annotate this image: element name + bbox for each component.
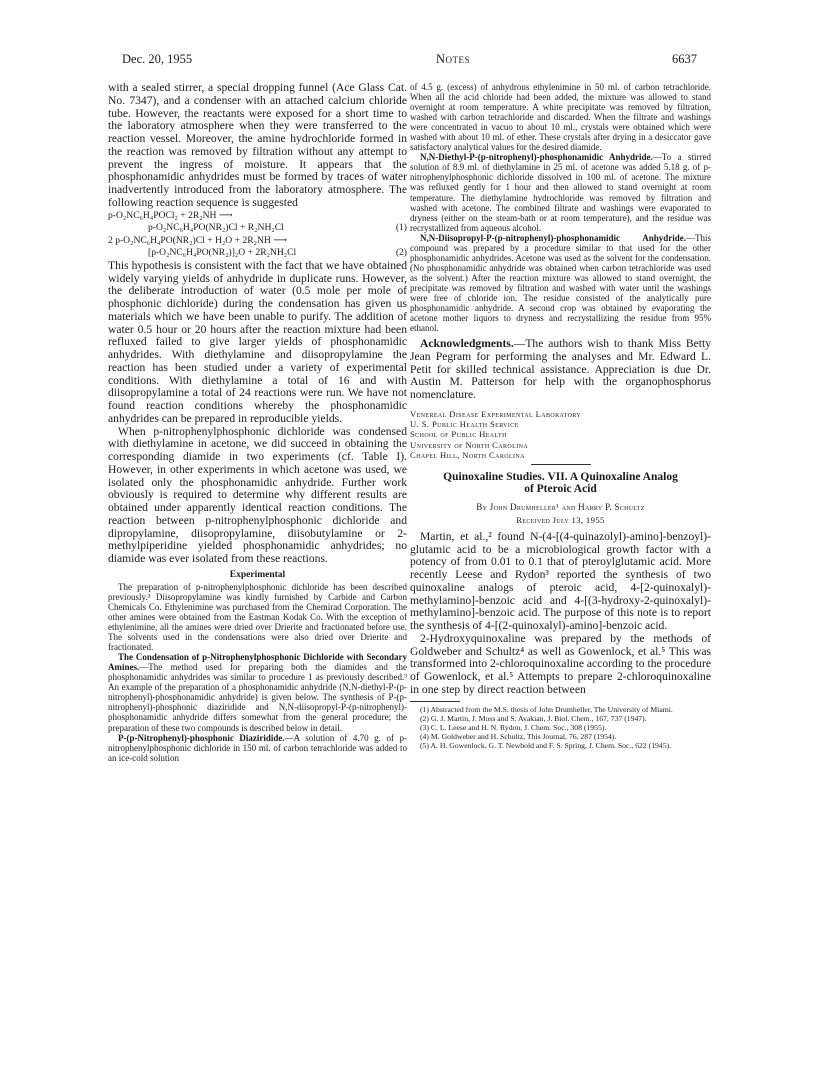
equation-line: [p-O₂NC₆H₄PO(NR₂)]₂O + 2R₂NH₂Cl — [148, 247, 297, 259]
body-paragraph: This hypothesis is consistent with the fact that we have obtained widely varying yields of anhydride in duplicate runs. However, the deliberate introduction of water (0.5 mole per mole of phosphonic dichloride) during the condensation has given us materials which we have been unable to purify. The addition of water 0.5 hour or 20 hours after the reaction mixture had been refluxed failed to give larger yields of phosphonamidic anhydrides. With diethylamine and diisopropylamine the reaction has been studied under a variety of experimental conditions. With diethylamine a total of 16 and with diisopropylamine a total of 24 reactions were run. We have not found reaction conditions whereby the phosphonamidic anhydrides can be prepared in reproducible yields. — [108, 258, 407, 425]
affiliation-line: Chapel Hill, North Carolina — [410, 449, 525, 460]
footnote: (5) A. H. Gowenlock, G. T. Newbold and F. S. Spring, J. Chem. Soc., 622 (1945). — [420, 741, 672, 751]
reaction-equation-2 — [108, 235, 407, 260]
acknowledgments-paragraph: Acknowledgments.—The authors wish to thank Miss Betty Jean Pegram for performing the analyses and Mr. Edward L. Petit for skilled technical assistance. Appreciation is due Dr. Austin M. Patterson for help with the organophosphorus nomenclature. — [410, 337, 711, 402]
run-in-heading: P-(p-Nitrophenyl)-phosphonic Diaziridide. — [118, 732, 285, 743]
section-divider — [531, 464, 591, 465]
experimental-paragraph: of 4.5 g. (excess) of anhydrous ethylenimine in 50 ml. of carbon tetrachloride. When all the acid chloride had been added, the mixture was allowed to stand overnight at room temperature. A white precipitate was removed by filtration, washed with carbon tetrachloride and discarded. When the filtrate and washings were concentrated in vacuo to about 10 ml., crystals were obtained which were washed with about 10 ml. of ether. These crystals after drying in a desiccator gave satisfactory analytical values for the desired diamide. — [410, 82, 711, 153]
affiliation-line: U. S. Public Health Service — [410, 419, 519, 430]
equation-number: (2) — [395, 247, 407, 259]
header-date: Dec. 20, 1955 — [122, 52, 193, 66]
reaction-equation-1 — [108, 210, 407, 235]
footnote-divider — [410, 701, 460, 702]
footnote: (1) Abstracted from the M.S. thesis of John Drumheller, The University of Miami. — [420, 704, 673, 714]
received-date: Received July 13, 1955 — [516, 514, 605, 525]
article-authors: By John Drumheller¹ and Harry P. Schultz — [476, 501, 645, 512]
affiliation-line: University of North Carolina — [410, 439, 529, 450]
footnote: (4) M. Goldweber and H. Schultz, This Journal, 76, 287 (1954). — [420, 731, 617, 741]
article-title: Quinoxaline Studies. VII. A Quinoxaline Analog of Pteroic Acid — [443, 470, 678, 496]
equation-line: p-O₂NC₆H₄PO(NR₂)Cl + R₂NH₂Cl — [148, 222, 284, 234]
experimental-paragraph: The Condensation of p-Nitrophenylphosphonic Dichloride with Secondary Amines.—The method used for preparing both the diamides and the phosphonamidic anhydrides was similar to procedure 1 as previously described.³ An example of the preparation of a phosphonamidic anhydride (N,N-diethyl-P-(p-nitrophenyl)-phosphonamidic anhydride) is given below. The synthesis of P-(p-nitrophenyl)-phosphonic diaziridide and N,N-diisopropyl-P-(p-nitrophenyl)-phosphonamidic anhydride differs somewhat from the general procedure; the preparation of these two compounds is described below in detail. — [108, 652, 407, 733]
left-column — [108, 82, 407, 763]
footnote: (3) C. L. Leese and H. N. Rydon, J. Chem. Soc., 308 (1955). — [420, 722, 607, 732]
experimental-paragraph: N,N-Diisopropyl-P-(p-nitrophenyl)-phosphonamidic Anhydride.—This compound was prepared by a procedure similar to that used for the other phosphonamidic anhydrides. Acetone was used as the solvent for the condensation. (No phosphonamidic anhydride was obtained when carbon tetrachloride was used as the solvent.) After the reaction mixture was allowed to stand overnight, the precipitate was removed by filtration and washed with water until the washings were free of chloride ion. The residue consisted of the analytically pure phosphonamidic anhydride. A second crop was obtained by evaporating the acetone mother liquors to dryness and recrystallizing the residue from 95% ethanol. — [410, 232, 711, 334]
experimental-paragraph: P-(p-Nitrophenyl)-phosphonic Diaziridide.—A solution of 4.70 g. of p-nitrophenylphosphonic dichloride in 150 ml. of carbon tetrachloride was added to an ice-cold solution — [108, 732, 407, 763]
body-paragraph: When p-nitrophenylphosphonic dichloride was condensed with diethylamine in acetone, we did succeed in obtaining the corresponding diamide in two experiments (cf. Table I). However, in other experiments in which acetone was used, we isolated only the phosphonamidic anhydride. Further work obviously is required to determine why different results are obtained under apparently identical reaction conditions. The reaction between p-nitrophenylphosphonic dichloride and dipropylamine, diisopropylamine, diisobutylamine or 2-methylpiperidine yielded phosphonamidic anhydrides; no diamide was ever isolated from these reactions. — [108, 424, 407, 566]
experimental-paragraph: The preparation of p-nitrophenylphosphonic dichloride has been described previously.³ Diisopropylamine was kindly furnished by Carbide and Carbon Chemicals Co. Ethylenimine was purchased from the Chemirad Corporation. The other amines were obtained from the Eastman Kodak Co. With the exception of ethylenimine, all the amines were dried over Drierite and fractionated before use. The solvents used in the condensations were also dried over Drierite and fractionated. — [108, 581, 407, 653]
footnote: (2) G. J. Martin, J. Moss and S. Avakian, J. Biol. Chem., 167, 737 (1947). — [420, 713, 647, 723]
equation-line: p-O₂NC₆H₄POCl₂ + 2R₂NH ⟶ — [108, 209, 233, 221]
run-in-heading: The Condensation of p-Nitrophenylphosphonic Dichloride with Secondary Amines. — [108, 652, 407, 673]
run-in-heading: N,N-Diethyl-P-(p-nitrophenyl)-phosphonamidic Anhydride. — [420, 152, 653, 163]
body-paragraph: with a sealed stirrer, a special dropping funnel (Ace Glass Cat. No. 7347), and a condenser with an attached calcium chloride tube. However, the reactants were exposed for a short time to the laboratory atmosphere when they were transferred to the reaction vessel. Moreover, the amine hydrochloride formed in the reaction was removed by filtration without any attempt to prevent the ingress of moisture. It appears that the phosphonamidic anhydrides must be formed by traces of water inadvertently introduced from the laboratory atmosphere. The following reaction sequence is suggested — [108, 81, 407, 209]
run-in-heading: N,N-Diisopropyl-P-(p-nitrophenyl)-phosphonamidic Anhydride. — [420, 232, 686, 243]
affiliation-block — [410, 409, 711, 460]
body-paragraph: 2-Hydroxyquinoxaline was prepared by the methods of Goldweber and Schultz⁴ as well as Gowenlock, et al.⁵ This was transformed into 2-chloroquinoxaline according to the procedure of Gowenlock, et al.⁵ Attempts to prepare 2-chloroquinoxaline in one step by direct reaction between — [410, 631, 711, 696]
acknowledgments-heading: Acknowledgments. — [420, 337, 514, 351]
experimental-heading: Experimental — [229, 569, 286, 580]
affiliation-line: Venereal Disease Experimental Laboratory — [410, 408, 582, 419]
right-column — [410, 82, 711, 750]
header-section: Notes — [436, 52, 471, 66]
affiliation-line: School of Public Health — [410, 429, 507, 440]
equation-number: (1) — [395, 222, 407, 234]
body-paragraph: Martin, et al.,² found N-(4-[(4-quinazolyl)-amino]-benzoyl)-glutamic acid to be a microbiological growth factor with a potency of from 0.01 to 0.1 that of pteroylglutamic acid. More recently Leese and Rydon³ reported the synthesis of two quinoxaline analogs of pteroic acid, 4-[2-quinoxalyl)-methylamino]-benzoic acid and 4-[(3-hydroxy-2-quinoxalyl)-methylamino]-benzoic acid. The purpose of this note is to report the synthesis of 4-[(2-quinoxalyl)-amino]-benzoic acid. — [410, 529, 711, 633]
experimental-paragraph: N,N-Diethyl-P-(p-nitrophenyl)-phosphonamidic Anhydride.—To a stirred solution of 8.9 ml. of diethylamine in 25 ml. of acetone was added 5.18 g. of p-nitrophenylphosphonic dichloride dissolved in 100 ml. of acetone. The mixture was refluxed gently for 1 hour and then allowed to stand overnight at room temperature. The diethylamine hydrochloride was removed by filtration and washed with acetone. The combined filtrate and washings were evaporated to dryness (either on the steam-bath or at room temperature), and the residue was recrystallized from aqueous alcohol. — [410, 152, 711, 233]
footnotes — [410, 705, 711, 750]
equation-line: 2 p-O₂NC₆H₄PO(NR₂)Cl + H₂O + 2R₂NH ⟶ — [108, 234, 287, 246]
header-page-number: 6637 — [672, 52, 697, 66]
